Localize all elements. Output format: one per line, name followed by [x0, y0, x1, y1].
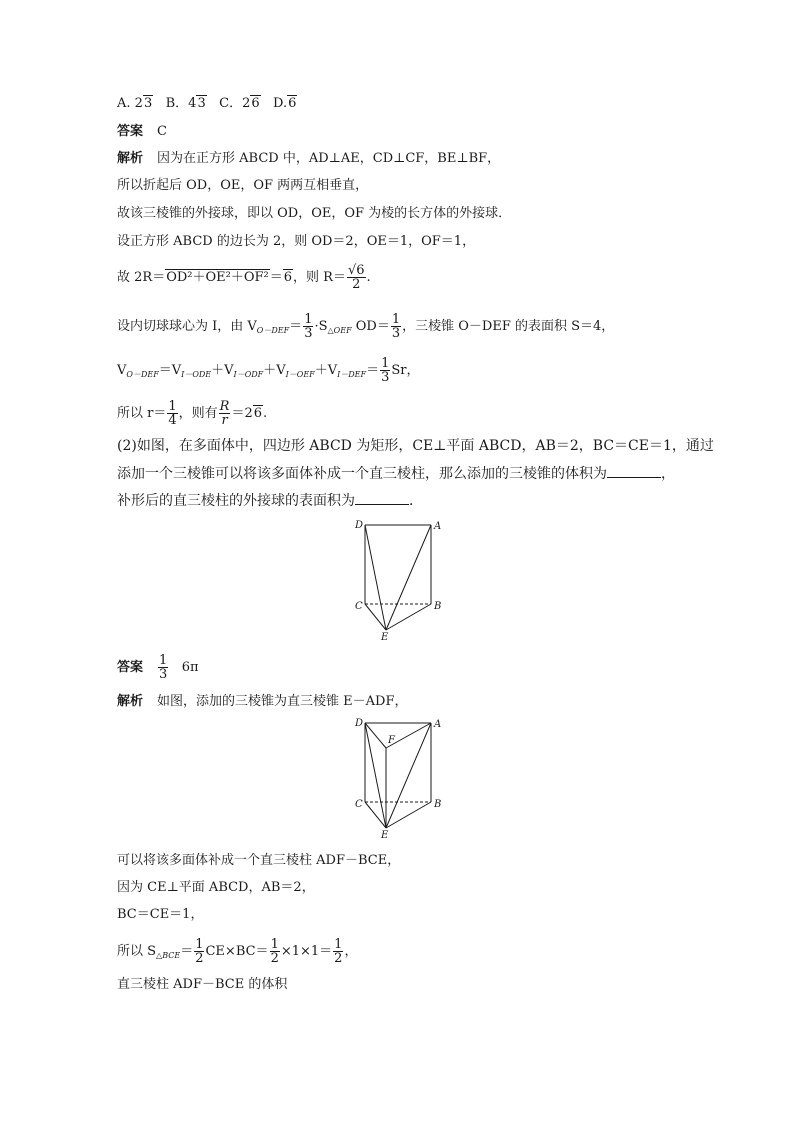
question-2-text-3-end: ．	[409, 493, 423, 509]
l6-sub2: △OEF	[327, 326, 352, 335]
fig2-edge-CE	[365, 802, 386, 828]
solution-1-line-4	[117, 233, 475, 251]
question-2-text-2: 添加一个三棱锥可以将该多面体补成一个直三棱柱，那么添加的三棱锥的体积为	[117, 466, 607, 482]
question-2-text-2-end: ，	[661, 466, 675, 482]
option-a-root: 3	[143, 96, 153, 111]
l5-num: √6	[347, 263, 365, 278]
solution-1-line-7	[117, 357, 420, 384]
solution-2-text-6: 直三棱柱 ADF－BCE 的体积	[117, 977, 288, 992]
fig1-label-C: C	[355, 601, 363, 612]
fig2-label-C: C	[355, 799, 363, 810]
s2l5-frac1	[194, 938, 204, 965]
solution-1-text-4: 设正方形 ABCD 的边长为 2，则 OD＝2，OE＝1，OF＝1，	[117, 234, 476, 249]
l7-s3: I－ODF	[233, 370, 264, 379]
fig2-label-A: A	[434, 719, 442, 730]
s2l5-frac2	[270, 938, 280, 965]
option-d: D.	[273, 96, 288, 111]
answer-1	[117, 123, 167, 141]
question-2-line-2	[117, 465, 675, 483]
s2l5-d2: 2	[270, 951, 279, 966]
option-b: B．4	[165, 96, 197, 111]
solution-2-line-2	[117, 852, 400, 870]
l8-d: .	[263, 406, 268, 421]
l6-c: ·S	[314, 319, 328, 334]
s2l5-n3: 1	[334, 937, 343, 952]
answer-2-frac	[158, 654, 168, 681]
l7-f: ＝	[366, 363, 380, 378]
l8-den: 4	[168, 413, 177, 428]
question-2-text-3: 补形后的直三棱柱的外接球的表面积为	[117, 493, 355, 509]
l7-s1: O－DEF	[126, 370, 159, 379]
fig2-label-B: B	[434, 799, 442, 810]
solution-1-line-2	[117, 177, 368, 195]
fig2-edge-BE	[386, 802, 431, 828]
l8-root: 6	[253, 406, 263, 421]
solution-1-text-2: 所以折起后 OD，OE，OF 两两互相垂直，	[117, 178, 369, 193]
l6-frac1	[303, 313, 313, 340]
solution-2-text-3: 因为 CE⊥平面 ABCD，AB＝2，	[117, 880, 315, 895]
solution-2-text-2: 可以将该多面体补成一个直三棱柱 ADF－BCE，	[117, 853, 401, 868]
s2l5-d1: 2	[195, 951, 204, 966]
figure-1-polyhedron	[350, 516, 450, 644]
fig2-label-F: F	[388, 735, 395, 746]
s2l5-d: ×1×1＝	[280, 944, 333, 959]
solution-2-line-6	[117, 976, 287, 994]
l7-den: 3	[381, 370, 390, 385]
l6-sub1: O－DEF	[256, 326, 290, 335]
fig2-edge-DF	[365, 723, 386, 748]
fig1-label-A: A	[434, 521, 442, 532]
option-a: A. 2	[117, 96, 143, 111]
fig1-edge-CE	[365, 604, 386, 630]
s2l5-a: 所以 S	[117, 944, 157, 959]
solution-2-line-5	[117, 938, 357, 965]
l8-a: 所以 r＝	[117, 406, 167, 421]
l6-frac2	[391, 313, 401, 340]
l7-c: ＋V	[211, 363, 234, 378]
s2l5-sub: △BCE	[156, 951, 181, 960]
question-2-line-3	[117, 492, 423, 510]
s2l5-b: ＝	[180, 944, 194, 959]
l6-den2: 3	[391, 326, 401, 341]
s2l5-c: CE×BC＝	[205, 944, 269, 959]
l8-frac1	[167, 400, 177, 427]
answer-2-value2: 6π	[181, 660, 199, 675]
solution-2-line-3	[117, 879, 315, 897]
s2l5-frac3	[333, 938, 343, 965]
l8-frac2	[219, 400, 231, 427]
solution-1-line-5	[117, 264, 371, 291]
l7-a: V	[117, 363, 127, 378]
solution-2-line-1	[117, 693, 407, 711]
l7-d: ＋V	[263, 363, 286, 378]
fig2-label-E: E	[381, 830, 389, 841]
fig1-label-D: D	[355, 520, 364, 531]
l8-c: ＝2	[231, 406, 253, 421]
l5-c: ，则 R＝	[293, 270, 346, 285]
l7-s4: I－OEF	[285, 370, 315, 379]
l8-den2: r	[221, 413, 228, 428]
solution-2-line-4	[117, 906, 203, 924]
l6-den1: 3	[304, 326, 313, 341]
fig2-edge-DE	[365, 723, 386, 828]
l7-g: Sr，	[391, 363, 420, 378]
fig1-label-B: B	[434, 601, 442, 612]
l7-frac	[380, 357, 390, 384]
l7-e: ＋V	[314, 363, 338, 378]
option-c-root: 6	[251, 96, 260, 111]
l5-a: 故 2R＝	[117, 270, 166, 285]
l7-num: 1	[381, 356, 390, 371]
l5-b: ＝	[269, 270, 283, 285]
answer-2	[117, 654, 199, 681]
figure-2-prism	[350, 714, 450, 842]
answer-2-label: 答案	[117, 660, 144, 675]
option-b-root: 3	[197, 96, 206, 111]
option-c: C．2	[219, 96, 251, 111]
answer-2-num: 1	[159, 653, 168, 668]
option-d-root: 6	[288, 96, 297, 111]
question-2-line-1	[117, 437, 714, 455]
l8-num2: R	[219, 399, 230, 414]
solution-1-line-3	[117, 205, 511, 223]
fig1-label-E: E	[381, 632, 389, 643]
l8-num: 1	[168, 399, 177, 414]
answer-blank-1[interactable]	[607, 465, 661, 478]
s2l5-d3: 2	[334, 951, 343, 966]
s2l5-n2: 1	[270, 937, 279, 952]
answer-2-den: 3	[159, 667, 168, 682]
s2l5-n1: 1	[195, 937, 204, 952]
solution-2-label: 解析	[117, 694, 144, 709]
l6-e: ，三棱锥 O－DEF 的表面积 S＝4，	[402, 319, 615, 334]
fig1-edge-DE	[365, 525, 386, 630]
solution-1-line-8	[117, 400, 267, 427]
l6-d: OD＝	[351, 319, 390, 334]
l5-end: .	[366, 270, 371, 285]
l6-num1: 1	[304, 312, 313, 327]
fig2-label-D: D	[355, 718, 364, 729]
l8-b: ，则有	[178, 406, 218, 421]
options-line	[117, 95, 297, 113]
solution-1-text-1: 因为在正方形 ABCD 中，AD⊥AE，CD⊥CF，BE⊥BF，	[157, 151, 501, 166]
fig1-edge-BE	[386, 604, 431, 630]
answer-label: 答案	[117, 124, 144, 139]
answer-value: C	[157, 124, 167, 139]
s2l5-e: ，	[344, 944, 358, 959]
l6-b: ＝	[289, 319, 303, 334]
l5-root2: 6	[283, 270, 293, 285]
solution-2-text-1: 如图，添加的三棱锥为直三棱锥 E－ADF，	[157, 694, 408, 709]
l7-b: ＝V	[158, 363, 182, 378]
solution-label: 解析	[117, 151, 144, 166]
l5-frac	[347, 264, 366, 291]
answer-blank-2[interactable]	[355, 492, 409, 505]
fig1-edge-AE	[386, 525, 431, 630]
solution-1-text-3: 故该三棱锥的外接球，即以 OD，OE，OF 为棱的长方体的外接球．	[117, 206, 512, 221]
l7-s2: I－ODE	[181, 370, 212, 379]
l5-den: 2	[352, 277, 361, 292]
l6-a: 设内切球球心为 I，由 V	[117, 319, 257, 334]
l7-s5: I－DEF	[337, 370, 367, 379]
solution-1-line-6	[117, 313, 614, 340]
l5-root: OD²＋OE²＋OF²	[166, 270, 269, 285]
solution-1-line-1	[117, 150, 500, 168]
question-2-text-1: (2)如图，在多面体中，四边形 ABCD 为矩形，CE⊥平面 ABCD，AB＝2，BC＝CE＝1，通过	[117, 438, 714, 454]
l6-num2: 1	[391, 312, 401, 327]
solution-2-text-4: BC＝CE＝1，	[117, 907, 204, 922]
